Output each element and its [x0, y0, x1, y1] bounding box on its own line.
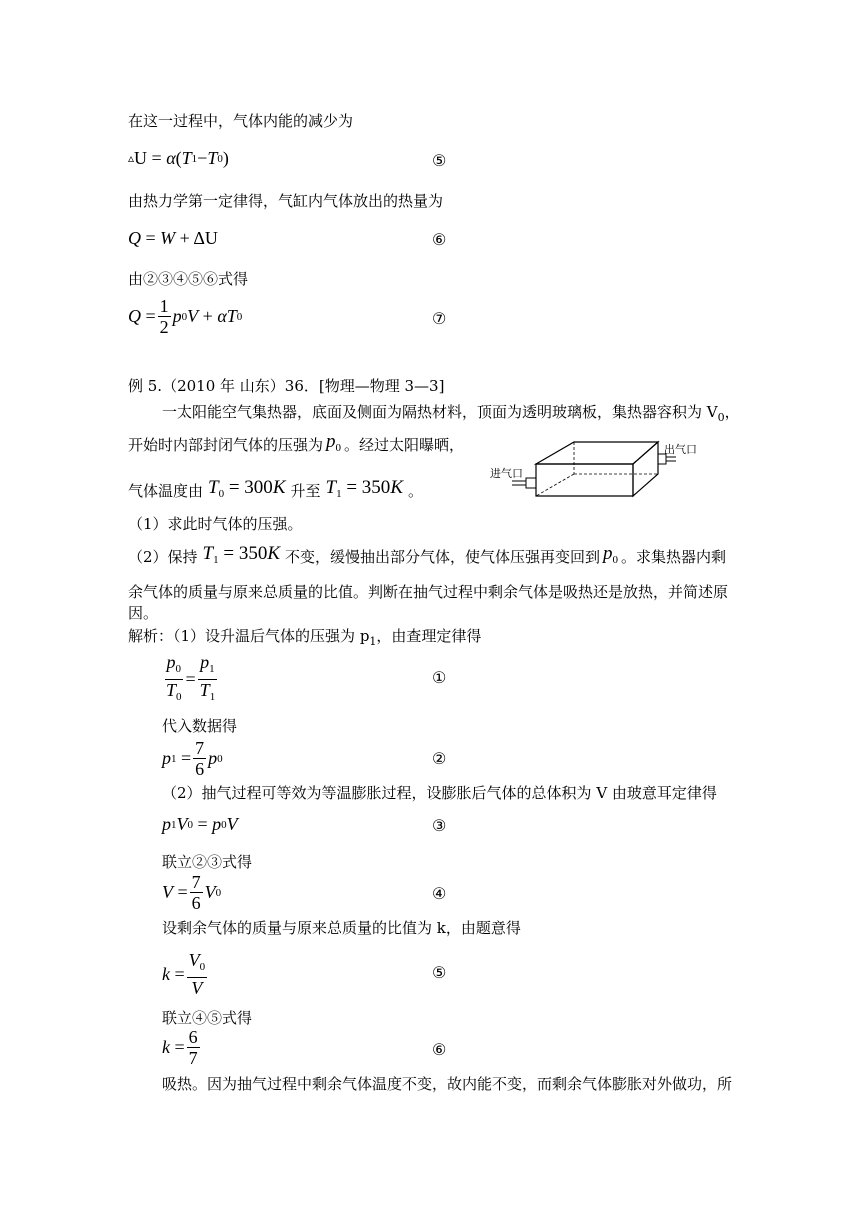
formula-q-w-du: Q = W + ΔU [128, 228, 218, 248]
equation-marker: ① [432, 668, 447, 687]
problem-text: 开始时内部封闭气体的压强为 $p_0$ 。经过太阳曝晒， [128, 431, 465, 454]
formula-boyle: p 1 V 0 = p 0 V [162, 814, 238, 834]
equation-marker: ④ [432, 884, 447, 903]
formula-q-result: Q = $\frac{1}{2}$ p 0 V + αT 0 [128, 296, 243, 337]
formula-k-value: k = $\frac{6}{7}$ [162, 1027, 198, 1068]
question-2-cont: 余气体的质量与原来总质量的比值。判断在抽气过程中剩余气体是吸热还是放热，并简述原 [128, 583, 729, 601]
equation-marker: ③ [432, 816, 447, 835]
equation-marker: ⑥ [432, 1040, 447, 1059]
formula-v: V = $\frac{7}{6}$ V 0 [162, 872, 222, 913]
solution-text: （2）抽气过程可等效为等温膨胀过程，设膨胀后气体的总体积为 V 由玻意耳定律得 [162, 784, 717, 802]
solution-text: 设剩余气体的质量与原来总质量的比值为 k，由题意得 [162, 919, 521, 937]
formula-charles: $\frac{p_0}{T_0}$ = $\frac{p_1}{T_1}$ [166, 652, 216, 703]
solution-text: 吸热。因为抽气过程中剩余气体温度不变，故内能不变，而剩余气体膨胀对外做功，所 [162, 1075, 733, 1093]
solution-text: 解析：（1）设升温后气体的压强为 $p_1$，由查理定律得 [128, 627, 482, 648]
problem-text: 一太阳能空气集热器，底面及侧面为隔热材料，顶面为透明玻璃板，集热器容积为 $V_0$， [162, 403, 740, 424]
formula-k-ratio: k = $\frac{V_0}{V}$ [162, 950, 206, 998]
solution-text: 联立②③式得 [162, 853, 253, 871]
question-1: （1）求此时气体的压强。 [128, 515, 303, 533]
equation-marker: ⑤ [432, 151, 447, 170]
equation-marker: ⑥ [432, 230, 447, 249]
equation-marker: ② [432, 749, 447, 768]
question-2: （2）保持 $T_1 = 350K$ 不变，缓慢抽出部分气体，使气体压强再变回到 $p_0$ 。求集热器内剩 [128, 543, 727, 566]
question-2-cont: 因。 [128, 604, 159, 622]
text-line: 在这一过程中，气体内能的减少为 [128, 112, 354, 130]
solution-text: 联立④⑤式得 [162, 1009, 253, 1027]
inlet-label: 进气口 [490, 467, 523, 480]
equation-marker: ⑦ [432, 309, 447, 328]
problem-text: 气体温度由 $T_0 = 300K$ 升至 $T_1 = 350K$ 。 [128, 477, 424, 500]
text-line: 由②③④⑤⑥式得 [128, 270, 249, 288]
formula-p1: p 1 = $\frac{7}{6}$ p 0 [162, 738, 223, 779]
example-heading: 例 5.（2010 年 山东）36．[物理—物理 3—3] [128, 377, 445, 395]
formula-delta-u: ▵ U = α ( T 1 − T 0 ) [128, 148, 229, 168]
equation-marker: ⑤ [432, 963, 447, 982]
solution-text: 代入数据得 [162, 717, 238, 735]
text-line: 由热力学第一定律得，气缸内气体放出的热量为 [128, 192, 444, 210]
outlet-label: 出气口 [664, 443, 697, 456]
